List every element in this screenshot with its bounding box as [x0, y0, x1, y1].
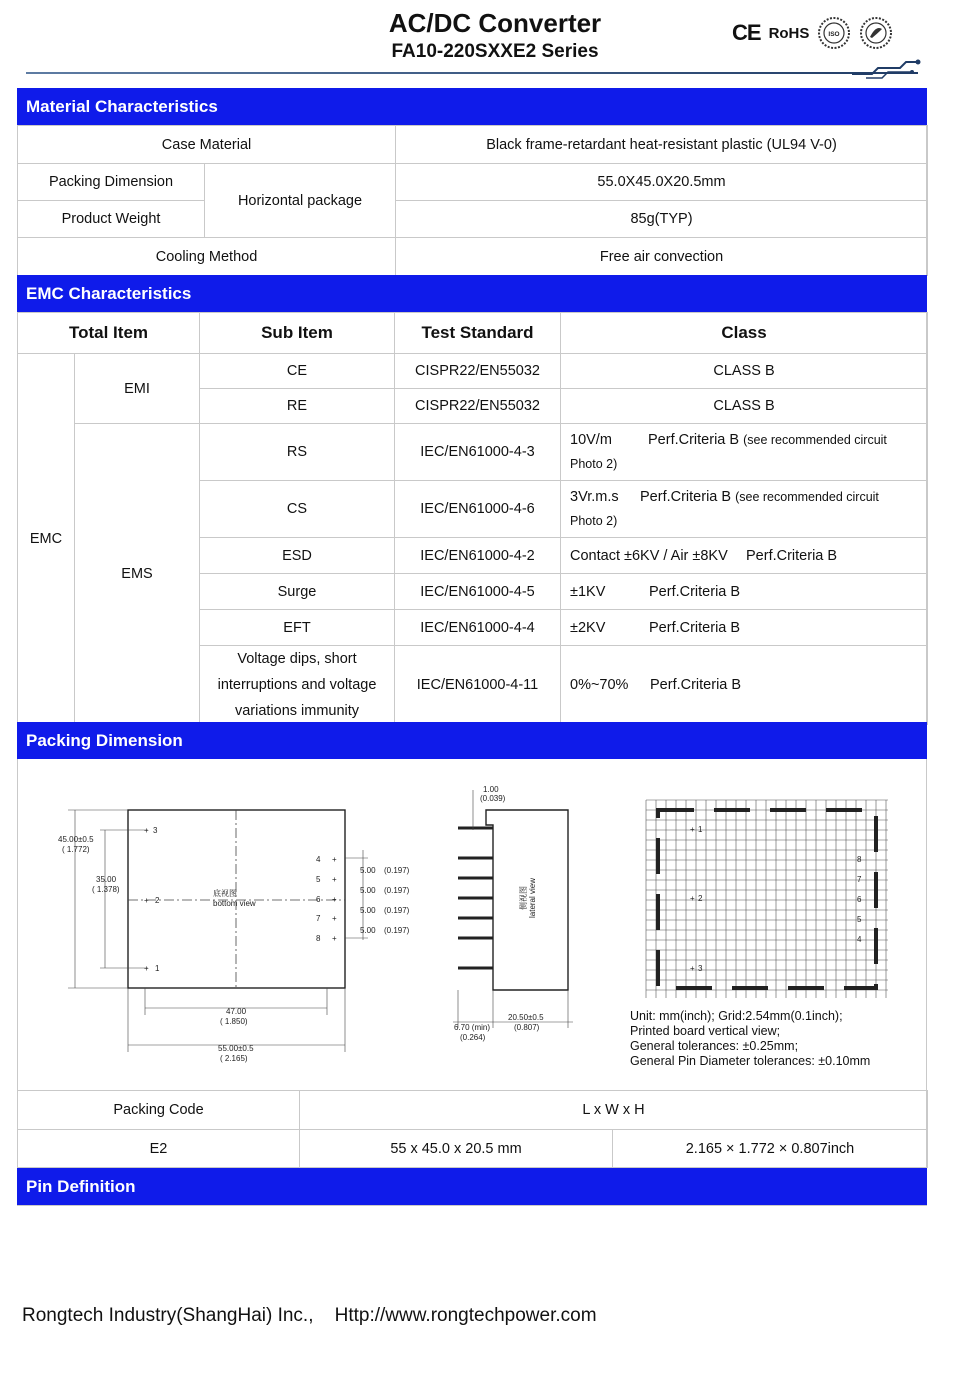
class-value: CLASS B	[561, 389, 928, 424]
pitch-dim-inch: (0.197)	[384, 886, 410, 895]
pin-marker: +	[144, 826, 149, 835]
pin-marker: +	[332, 855, 337, 864]
pin-marker: +	[144, 896, 149, 905]
dims-label: L x W x H	[300, 1091, 928, 1130]
sub-item: RS	[200, 424, 395, 481]
pin-span-dim: 35.00	[96, 875, 117, 884]
height-dim: 45.00±0.5	[58, 835, 94, 844]
pin-label: 1	[155, 964, 160, 973]
lateral-depth-dim-inch: (0.807)	[514, 1023, 540, 1032]
class-value	[561, 481, 928, 538]
pin-label: 8	[316, 934, 321, 943]
ems-group: EMS	[75, 424, 200, 725]
pin-label: 1	[698, 825, 703, 834]
pcb-layout-grid	[638, 796, 918, 1006]
sub-item: CE	[200, 354, 395, 389]
note-line: General Pin Diameter tolerances: ±0.10mm	[630, 1054, 871, 1068]
emi-group: EMI	[75, 354, 200, 424]
lateral-pin-dim: 6.70 (min)	[454, 1023, 491, 1032]
class-note-2: Photo 2)	[570, 457, 618, 471]
table-row	[18, 1130, 928, 1168]
pin-span-dim-inch: ( 1.378)	[92, 885, 120, 894]
bottom-view-drawing	[48, 790, 418, 1090]
pin-label: 3	[698, 964, 703, 973]
pin-marker: +	[332, 914, 337, 923]
pin-marker: +	[144, 964, 149, 973]
class-value	[561, 574, 928, 610]
case-material-label: Case Material	[18, 126, 396, 164]
class-level: ±2KV	[570, 619, 606, 636]
packing-dimension-value: 55.0X45.0X20.5mm	[396, 164, 928, 201]
pcb-left-pins	[690, 825, 703, 973]
test-standard: CISPR22/EN55032	[395, 354, 561, 389]
test-standard: IEC/EN61000-4-5	[395, 574, 561, 610]
bottom-view-label: bottom view	[213, 899, 256, 908]
packing-dimension-label: Packing Dimension	[18, 164, 205, 201]
class-criteria: Perf.Criteria B	[746, 547, 838, 564]
cooling-method-value: Free air convection	[396, 238, 928, 276]
sub-item: EFT	[200, 610, 395, 646]
class-criteria: Perf.Criteria B	[640, 489, 732, 505]
pin-label: 8	[857, 855, 862, 864]
iso-9001-badge-icon	[817, 16, 851, 50]
class-level: 3Vr.m.s	[570, 489, 619, 505]
footer	[22, 1305, 597, 1327]
dimension-notes	[630, 1009, 870, 1069]
test-standard: CISPR22/EN55032	[395, 389, 561, 424]
pin-marker: +	[690, 894, 695, 903]
pin-marker: +	[690, 964, 695, 973]
pitch-dim-inch: (0.197)	[384, 906, 410, 915]
lateral-view-label-cn: 侧视图	[519, 886, 528, 910]
sub-item: Voltage dips, short interruptions and voltage variations immunity	[200, 646, 395, 725]
class-criteria: Perf.Criteria B	[650, 677, 742, 693]
product-weight-label: Product Weight	[18, 201, 205, 238]
class-note: (see recommended circuit	[735, 490, 879, 504]
lateral-view-drawing	[438, 780, 598, 1080]
sub-item: ESD	[200, 538, 395, 574]
circuit-trace-icon	[852, 58, 922, 80]
packing-code-label: Packing Code	[18, 1091, 300, 1130]
pin-label: 7	[316, 914, 321, 923]
class-criteria: Perf.Criteria B	[649, 619, 741, 636]
section-emc-title: EMC Characteristics	[17, 275, 927, 312]
height-dim-inch: ( 1.772)	[62, 845, 90, 854]
sub-item: CS	[200, 481, 395, 538]
test-standard: IEC/EN61000-4-3	[395, 424, 561, 481]
col-header-sub-item: Sub Item	[200, 313, 395, 354]
class-value	[561, 538, 928, 574]
class-value	[561, 610, 928, 646]
lateral-view-label: lateral view	[528, 877, 537, 918]
class-value: CLASS B	[561, 354, 928, 389]
pin-label: 5	[316, 875, 321, 884]
material-table	[17, 125, 928, 276]
class-criteria: Perf.Criteria B	[649, 583, 741, 600]
rohs-mark: RoHS	[768, 24, 810, 42]
table-row	[18, 164, 928, 201]
note-line: Printed board vertical view;	[630, 1024, 781, 1038]
pin-label: 7	[857, 875, 862, 884]
class-value	[561, 424, 928, 481]
class-note-2: Photo 2)	[570, 514, 618, 528]
company-name: Rongtech Industry(ShangHai) Inc.,	[22, 1305, 314, 1326]
pin-marker: +	[332, 895, 337, 904]
col-header-test-standard: Test Standard	[395, 313, 561, 354]
note-line: Unit: mm(inch); Grid:2.54mm(0.1inch);	[630, 1009, 843, 1023]
table-row	[18, 1091, 928, 1130]
pin-label: 5	[857, 915, 862, 924]
note-line: General tolerances: ±0.25mm;	[630, 1039, 799, 1053]
pitch-dim-inch: (0.197)	[384, 866, 410, 875]
table-row	[18, 201, 928, 238]
pin-label: 2	[155, 896, 160, 905]
right-pins	[316, 855, 337, 943]
sub-item: Surge	[200, 574, 395, 610]
class-level: Contact ±6KV / Air ±8KV	[570, 547, 728, 564]
table-row	[18, 238, 928, 276]
class-value	[561, 646, 928, 725]
section-packing-title: Packing Dimension	[17, 722, 927, 759]
page-title: AC/DC Converter	[388, 8, 602, 38]
class-level: 10V/m	[570, 432, 612, 448]
section-material-title: Material Characteristics	[17, 88, 927, 125]
emc-total-item: EMC	[18, 354, 75, 725]
width-dim: 55.00±0.5	[218, 1044, 254, 1053]
lateral-top-dim: 1.00	[483, 785, 499, 794]
pin-label: 4	[316, 855, 321, 864]
pin-label: 2	[698, 894, 703, 903]
class-level: 0%~70%	[570, 677, 629, 693]
pitch-dim: 5.00	[360, 886, 376, 895]
environment-badge-icon	[859, 16, 893, 50]
col-header-total-item: Total Item	[18, 313, 200, 354]
col-header-class: Class	[561, 313, 928, 354]
lateral-top-dim-inch: (0.039)	[480, 794, 506, 803]
product-weight-value: 85g(TYP)	[396, 201, 928, 238]
pin-width-dim-inch: ( 1.850)	[220, 1017, 248, 1026]
pitch-dim: 5.00	[360, 866, 376, 875]
dims-inch-value: 2.165 × 1.772 × 0.807inch	[613, 1130, 928, 1168]
pin-label: 6	[857, 895, 862, 904]
test-standard: IEC/EN61000-4-6	[395, 481, 561, 538]
series-subtitle: FA10-220SXXE2 Series	[391, 41, 599, 62]
emc-table	[17, 312, 928, 725]
package-type: Horizontal package	[205, 164, 396, 238]
test-standard: IEC/EN61000-4-2	[395, 538, 561, 574]
lateral-pin-dim-inch: (0.264)	[460, 1033, 486, 1042]
table-row	[18, 424, 928, 481]
pin-label: 3	[153, 826, 158, 835]
pitch-dim-inch: (0.197)	[384, 926, 410, 935]
left-pins	[144, 826, 160, 973]
sub-item: RE	[200, 389, 395, 424]
pin-width-dim: 47.00	[226, 1007, 247, 1016]
pitch-dim: 5.00	[360, 926, 376, 935]
table-header-row	[18, 313, 928, 354]
company-url[interactable]: Http://www.rongtechpower.com	[334, 1305, 597, 1326]
certification-marks	[732, 16, 893, 50]
width-dim-inch: ( 2.165)	[220, 1054, 248, 1063]
class-level: ±1KV	[570, 583, 606, 600]
class-criteria: Perf.Criteria B	[648, 432, 740, 448]
class-note: (see recommended circuit	[743, 433, 887, 447]
test-standard: IEC/EN61000-4-4	[395, 610, 561, 646]
table-row	[18, 126, 928, 164]
packing-code-table	[17, 1090, 928, 1168]
pin-marker: +	[332, 934, 337, 943]
cooling-method-label: Cooling Method	[18, 238, 396, 276]
lateral-depth-dim: 20.50±0.5	[508, 1013, 544, 1022]
table-row	[18, 354, 928, 389]
pin-marker: +	[690, 825, 695, 834]
ce-mark: CE	[732, 20, 761, 45]
svg-text:ISO: ISO	[828, 31, 841, 38]
pin-label: 6	[316, 895, 321, 904]
pin-label: 4	[857, 935, 862, 944]
header-divider	[26, 72, 918, 74]
section-pin-definition-title: Pin Definition	[17, 1168, 927, 1205]
dims-mm-value: 55 x 45.0 x 20.5 mm	[300, 1130, 613, 1168]
pin-marker: +	[332, 875, 337, 884]
pcb-right-pins	[857, 855, 862, 944]
packing-code-value: E2	[18, 1130, 300, 1168]
test-standard: IEC/EN61000-4-11	[395, 646, 561, 725]
bottom-view-label-cn: 底视图	[213, 889, 237, 898]
pitch-dim: 5.00	[360, 906, 376, 915]
case-material-value: Black frame-retardant heat-resistant plastic (UL94 V-0)	[396, 126, 928, 164]
